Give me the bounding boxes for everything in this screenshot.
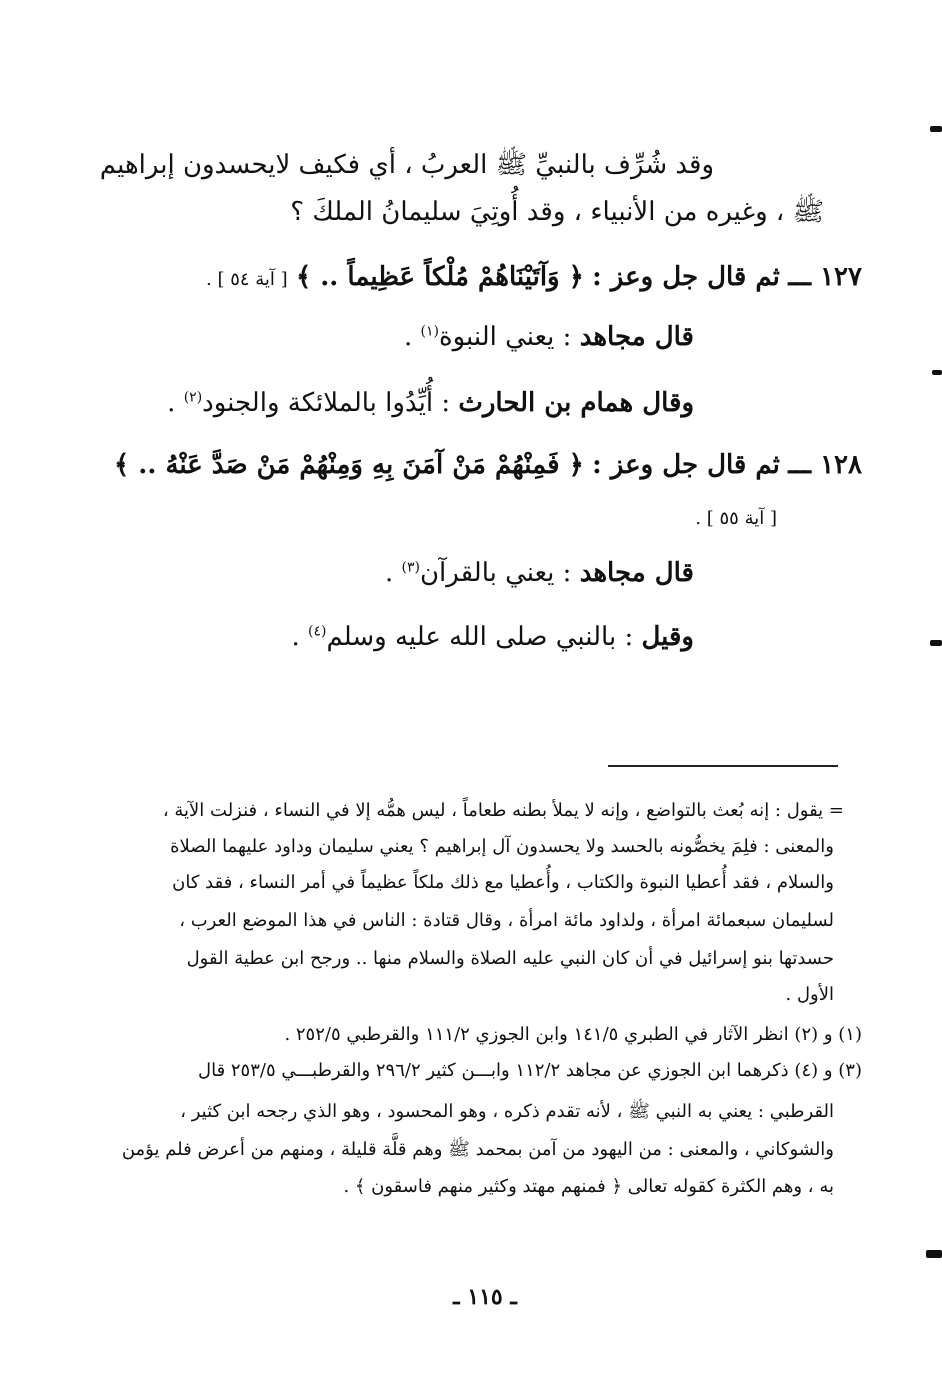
- item-128-ref-line: [695, 508, 777, 529]
- speaker-label: وقال همام بن الحارث: [458, 388, 694, 418]
- quote-text: : يعني النبوة: [438, 322, 572, 352]
- quote-end: .: [384, 558, 394, 588]
- footnote-text: القرطبي : يعني به النبي ﷺ ، لأنه تقدم ذكره ، وهو المحسود ، وهو الذي رجحه ابن كثير ،: [180, 1101, 834, 1122]
- footnote-3-4-line-4: [343, 1176, 834, 1197]
- quote-text: : يعني بالقرآن: [419, 558, 572, 588]
- quote-end: .: [403, 322, 413, 352]
- footnote-line-5: [187, 948, 834, 969]
- footnote-ref: (٣): [401, 559, 420, 576]
- scan-edge-mark: [930, 640, 942, 646]
- qil-quote: [291, 622, 694, 652]
- verse-reference: [ آية ٥٤ ] .: [206, 269, 288, 290]
- footnote-ref: (١): [420, 323, 439, 340]
- item-number: ١٢٧ ـــ: [788, 262, 862, 292]
- footnote-3-4-line-2: [180, 1100, 834, 1126]
- speaker-label: قال مجاهد: [579, 322, 694, 352]
- footnote-line-3: [172, 872, 834, 893]
- footnote-text: حسدتها بنو إسرائيل في أن كان النبي عليه الصلاة والسلام منها .. ورجح ابن عطية القول: [186, 948, 834, 969]
- footnote-line-2: [170, 836, 834, 857]
- item-intro: ثم قال جل وعز :: [592, 450, 780, 480]
- footnote-text: لسليمان سبعمائة امرأة ، ولداود مائة امرأة ، وقال قتادة : الناس في هذا الموضع العرب ،: [179, 910, 834, 931]
- footnote-text: = يقول : إنه بُعث بالتواضع ، وإنه لا يملأ بطنه طعاماً ، ليس همُّه إلا في النساء ، فنزلت الآية ،: [162, 800, 844, 821]
- scan-edge-mark: [926, 1250, 942, 1258]
- hammam-quote: [167, 388, 694, 418]
- quran-verse: ﴿ وَآتَيْنَاهُمْ مُلْكاً عَظِيماً .. ﴾: [295, 262, 584, 292]
- item-128: [114, 450, 862, 480]
- footnote-text: به ، وهم الكثرة كقوله تعالى ﴿ فمنهم مهتد وكثير منهم فاسقون ﴾ .: [343, 1176, 834, 1197]
- footnote-text: والسلام ، فقد أُعطيا النبوة والكتاب ، وأُعطيا مع ذلك ملكاً عظيماً في أمر النساء ، فقد كان: [172, 872, 834, 893]
- quran-verse: ﴿ فَمِنْهُمْ مَنْ آمَنَ بِهِ وَمِنْهُمْ مَنْ صَدَّ عَنْهُ .. ﴾: [114, 450, 584, 480]
- quote-text: : بالنبي صلى الله عليه وسلم: [326, 622, 634, 652]
- footnote-line-1: [163, 800, 844, 821]
- footnote-line-6: [786, 984, 834, 1005]
- scan-edge-mark: [932, 370, 942, 375]
- footnote-text: (٣) و (٤) ذكرهما ابن الجوزي عن مجاهد ١١٢/٢ وابـــن كثير ٢٩٦/٢ والقرطبـــي ٢٥٣/٥ قال: [198, 1060, 862, 1081]
- body-text: وقد شُرِّف بالنبيِّ ﷺ العربُ ، أي فكيف لايحسدون إبراهيم: [99, 150, 714, 180]
- body-line-2: [290, 195, 824, 233]
- quote-end: .: [291, 622, 300, 652]
- item-127: [206, 262, 862, 292]
- footnote-separator: [608, 765, 838, 767]
- mujahid-quote-2: [385, 558, 694, 588]
- footnote-1-2: [284, 1024, 862, 1045]
- footnote-3-4: [198, 1060, 862, 1081]
- quote-text: : أُيِّدُوا بالملائكة والجنود: [202, 388, 451, 418]
- footnote-ref: (٢): [183, 389, 203, 406]
- footnote-line-4: [179, 910, 834, 931]
- body-line-1: [100, 148, 714, 186]
- item-intro: ثم قال جل وعز :: [592, 262, 780, 292]
- footnote-text: والشوكاني ، والمعنى : من اليهود من آمن بمحمد ﷺ وهم قلَّة قليلة ، ومنهم من أعرض فلم يؤمن: [121, 1139, 834, 1160]
- footnote-text: (١) و (٢) انظر الآثار في الطبري ١٤١/٥ وابن الجوزي ١١١/٢ والقرطبي ٢٥٢/٥ .: [284, 1024, 862, 1045]
- speaker-label: وقيل: [641, 622, 694, 652]
- verse-reference: [ آية ٥٥ ] .: [695, 508, 777, 529]
- item-number: ١٢٨ ـــ: [788, 450, 862, 480]
- quote-end: .: [167, 388, 176, 418]
- footnote-ref: (٤): [308, 623, 327, 640]
- footnote-text: والمعنى : فلِمَ يخصُّونه بالحسد ولا يحسدون آل إبراهيم ؟ يعني سليمان وداود عليهما الصلاة: [170, 836, 834, 857]
- footnote-3-4-line-3: [122, 1138, 834, 1164]
- mujahid-quote-1: [404, 322, 694, 352]
- page-number: ـ ١١٥ ـ: [453, 1284, 517, 1310]
- footnote-text: الأول .: [785, 984, 834, 1005]
- body-text: ﷺ ، وغيره من الأنبياء ، وقد أُوتِيَ سليمانُ الملكَ ؟: [290, 197, 824, 227]
- scan-edge-mark: [930, 126, 942, 132]
- speaker-label: قال مجاهد: [579, 558, 694, 588]
